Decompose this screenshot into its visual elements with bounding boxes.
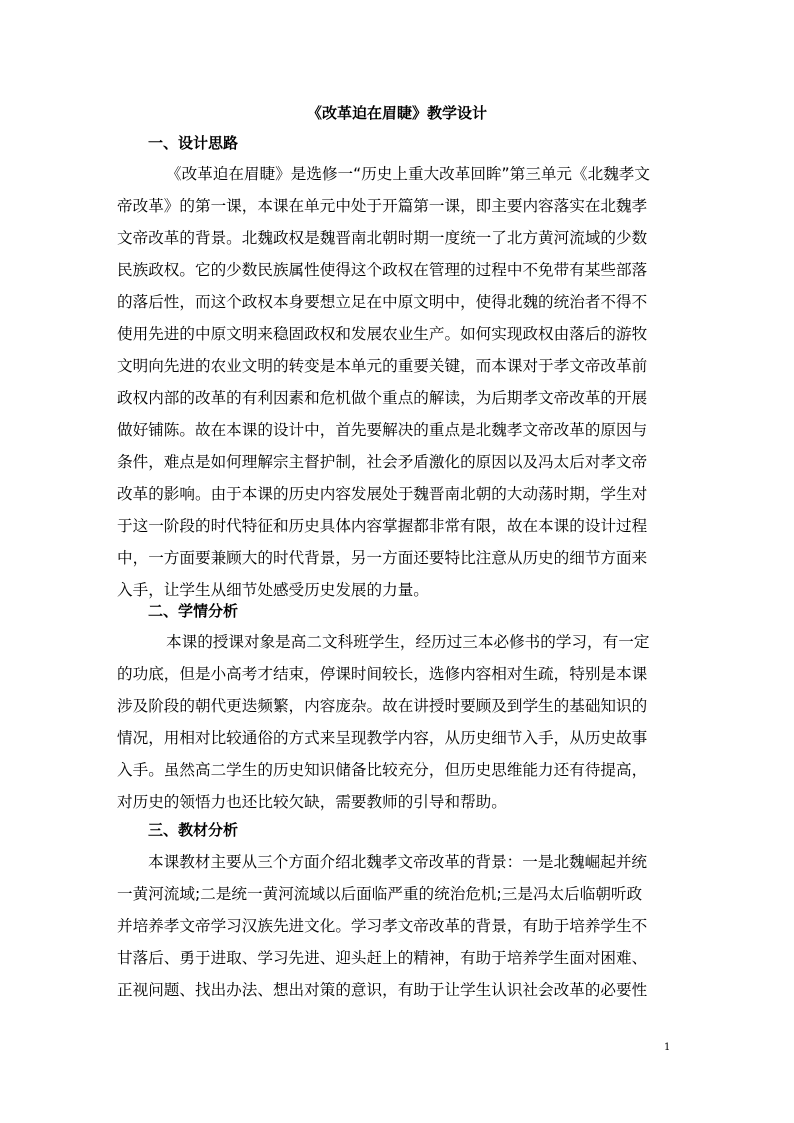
paragraph-line: 入手。虽然高二学生的历史知识储备比较充分，但历史思维能力还有待提高， (117, 761, 648, 779)
section-heading-student-analysis: 二、学情分析 (148, 602, 239, 620)
paragraph-line: 一黄河流域;二是统一黄河流域以后面临严重的统治危机;三是冯太后临朝听政 (117, 885, 643, 903)
paragraph-line: 涉及阶段的朝代更迭频繁，内容庞杂。故在讲授时要顾及到学生的基础知识的 (117, 697, 648, 715)
paragraph-line: 政权内部的改革的有利因素和危机做个重点的解读，为后期孝文帝改革的开展 (117, 389, 648, 407)
paragraph-line: 本课的授课对象是高二文科班学生，经历过三本必修书的学习，有一定 (166, 633, 650, 651)
paragraph-line: 于这一阶段的时代特征和历史具体内容掌握都非常有限，故在本课的设计过程 (117, 517, 648, 535)
paragraph-line: 中，一方面要兼顾大的时代背景，另一方面还要特比注意从历史的细节方面来 (117, 549, 648, 567)
paragraph-line: 帝改革》的第一课，本课在单元中处于开篇第一课，即主要内容落实在北魏孝 (117, 197, 648, 215)
section-heading-design-idea: 一、设计思路 (148, 134, 239, 152)
paragraph-line: 做好铺陈。故在本课的设计中，首先要解决的重点是北魏孝文帝改革的原因与 (117, 421, 648, 439)
paragraph-line: 甘落后、勇于进取、学习先进、迎头赶上的精神，有助于培养学生面对困难、 (117, 949, 648, 967)
paragraph-line: 情况，用相对比较通俗的方式来呈现教学内容，从历史细节入手，从历史故事 (117, 729, 648, 747)
page-number: 1 (664, 1042, 671, 1053)
paragraph-line: 改革的影响。由于本课的历史内容发展处于魏晋南北朝的大动荡时期，学生对 (117, 485, 648, 503)
paragraph-line: 民族政权。它的少数民族属性使得这个政权在管理的过程中不免带有某些部落 (117, 261, 648, 279)
paragraph-line: 文明向先进的农业文明的转变是本单元的重要关键，而本课对于孝文帝改革前 (117, 357, 648, 375)
section-heading-textbook-analysis: 三、教材分析 (148, 821, 239, 839)
paragraph-line: 正视问题、找出办法、想出对策的意识，有助于让学生认识社会改革的必要性 (117, 981, 648, 999)
paragraph-line: 并培养孝文帝学习汉族先进文化。学习孝文帝改革的背景，有助于培养学生不 (117, 917, 648, 935)
paragraph-line: 对历史的领悟力也还比较欠缺，需要教师的引导和帮助。 (117, 793, 507, 811)
paragraph-line: 条件，难点是如何理解宗主督护制，社会矛盾激化的原因以及冯太后对孝文帝 (117, 453, 648, 471)
paragraph-line: 的落后性，而这个政权本身要想立足在中原文明中，使得北魏的统治者不得不 (117, 293, 648, 311)
paragraph-line: 入手，让学生从细节处感受历史发展的力量。 (117, 581, 429, 599)
document-title: 《改革迫在眉睫》教学设计 (306, 104, 487, 122)
paragraph-line: 使用先进的中原文明来稳固政权和发展农业生产。如何实现政权由落后的游牧 (117, 325, 648, 343)
paragraph-line: 的功底，但是小高考才结束，停课时间较长，选修内容相对生疏，特别是本课 (117, 665, 648, 683)
paragraph-line: 本课教材主要从三个方面介绍北魏孝文帝改革的背景：一是北魏崛起并统 (148, 853, 648, 871)
paragraph-line: 文帝改革的背景。北魏政权是魏晋南北朝时期一度统一了北方黄河流域的少数 (117, 229, 648, 247)
paragraph-line: 《改革迫在眉睫》是选修一“历史上重大改革回眸”第三单元《北魏孝文 (166, 165, 650, 183)
